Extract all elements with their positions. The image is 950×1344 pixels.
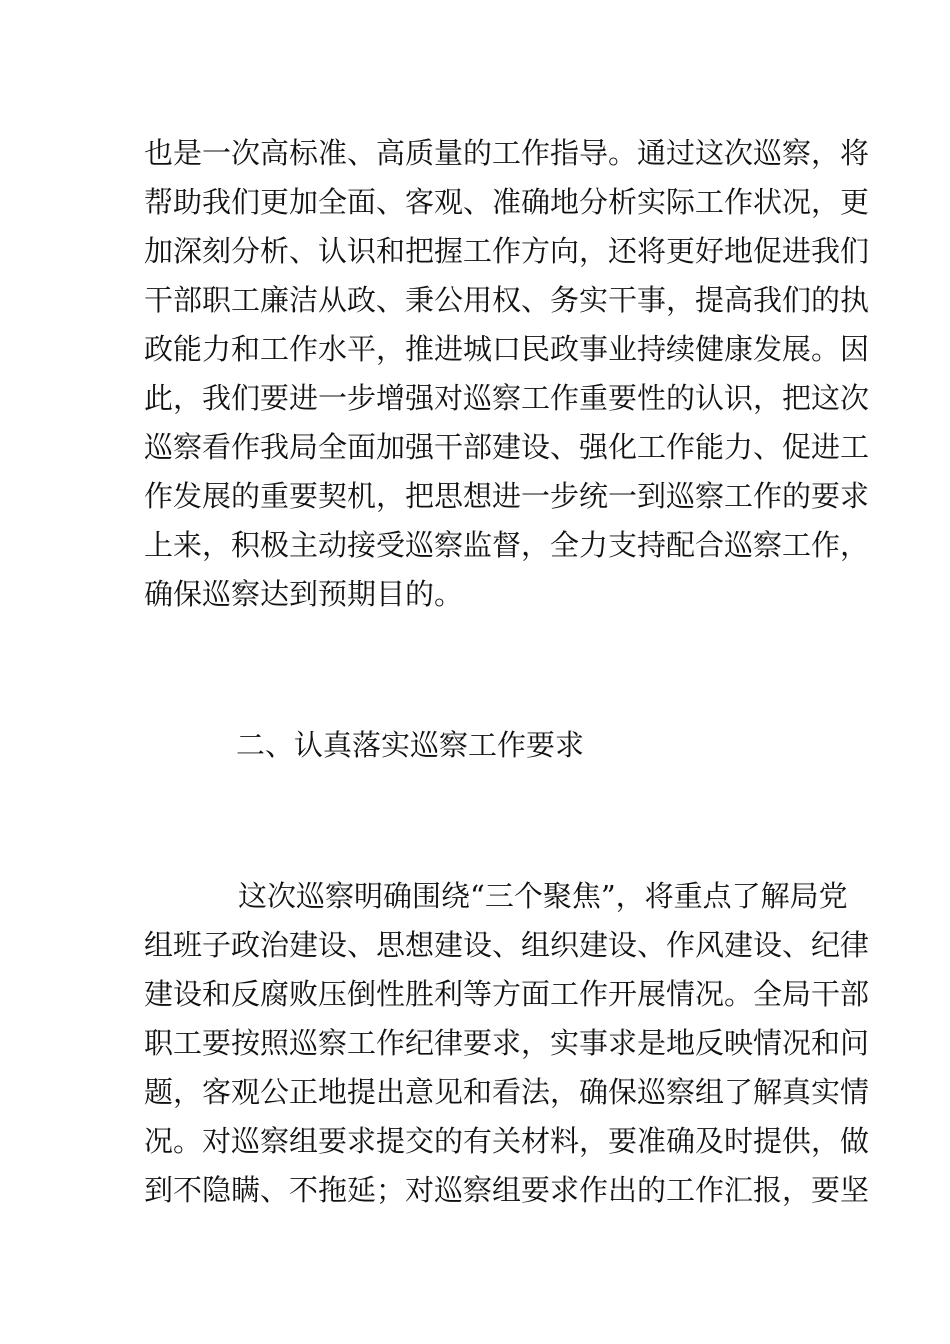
section-heading: 二、认真落实巡察工作要求 [236, 728, 585, 762]
paragraph-1-line-7: 巡察看作我局全面加强干部建设、强化工作能力、促进工 [144, 430, 870, 464]
paragraph-2-line-5: 题，客观公正地提出意见和看法，确保巡察组了解真实情 [144, 1075, 870, 1109]
paragraph-2-line-2: 组班子政治建设、思想建设、组织建设、作风建设、纪律 [144, 928, 870, 962]
paragraph-2-line-6: 况。对巡察组要求提交的有关材料，要准确及时提供，做 [144, 1124, 870, 1158]
paragraph-2-line-4: 职工要按照巡察工作纪律要求，实事求是地反映情况和问 [144, 1026, 870, 1060]
paragraph-1-line-2: 帮助我们更加全面、客观、准确地分析实际工作状况，更 [144, 185, 870, 219]
paragraph-1-line-8: 作发展的重要契机，把思想进一步统一到巡察工作的要求 [144, 479, 870, 513]
paragraph-1-line-9: 上来，积极主动接受巡察监督，全力支持配合巡察工作， [144, 528, 870, 562]
paragraph-1-line-5: 政能力和工作水平，推进城口民政事业持续健康发展。因 [144, 332, 870, 366]
paragraph-1-line-1: 也是一次高标准、高质量的工作指导。通过这次巡察，将 [144, 136, 870, 170]
paragraph-2-line-1: 这次巡察明确围绕“三个聚焦”，将重点了解局党 [238, 879, 848, 913]
paragraph-2-line-3: 建设和反腐败压倒性胜利等方面工作开展情况。全局干部 [144, 977, 870, 1011]
paragraph-1-line-10: 确保巡察达到预期目的。 [144, 577, 464, 611]
paragraph-1-line-4: 干部职工廉洁从政、秉公用权、务实干事，提高我们的执 [144, 283, 870, 317]
paragraph-2-line-7: 到不隐瞒、不拖延；对巡察组要求作出的工作汇报，要坚 [144, 1173, 870, 1207]
paragraph-1-line-3: 加深刻分析、认识和把握工作方向，还将更好地促进我们 [144, 234, 870, 268]
paragraph-1-line-6: 此，我们要进一步增强对巡察工作重要性的认识，把这次 [144, 381, 870, 415]
